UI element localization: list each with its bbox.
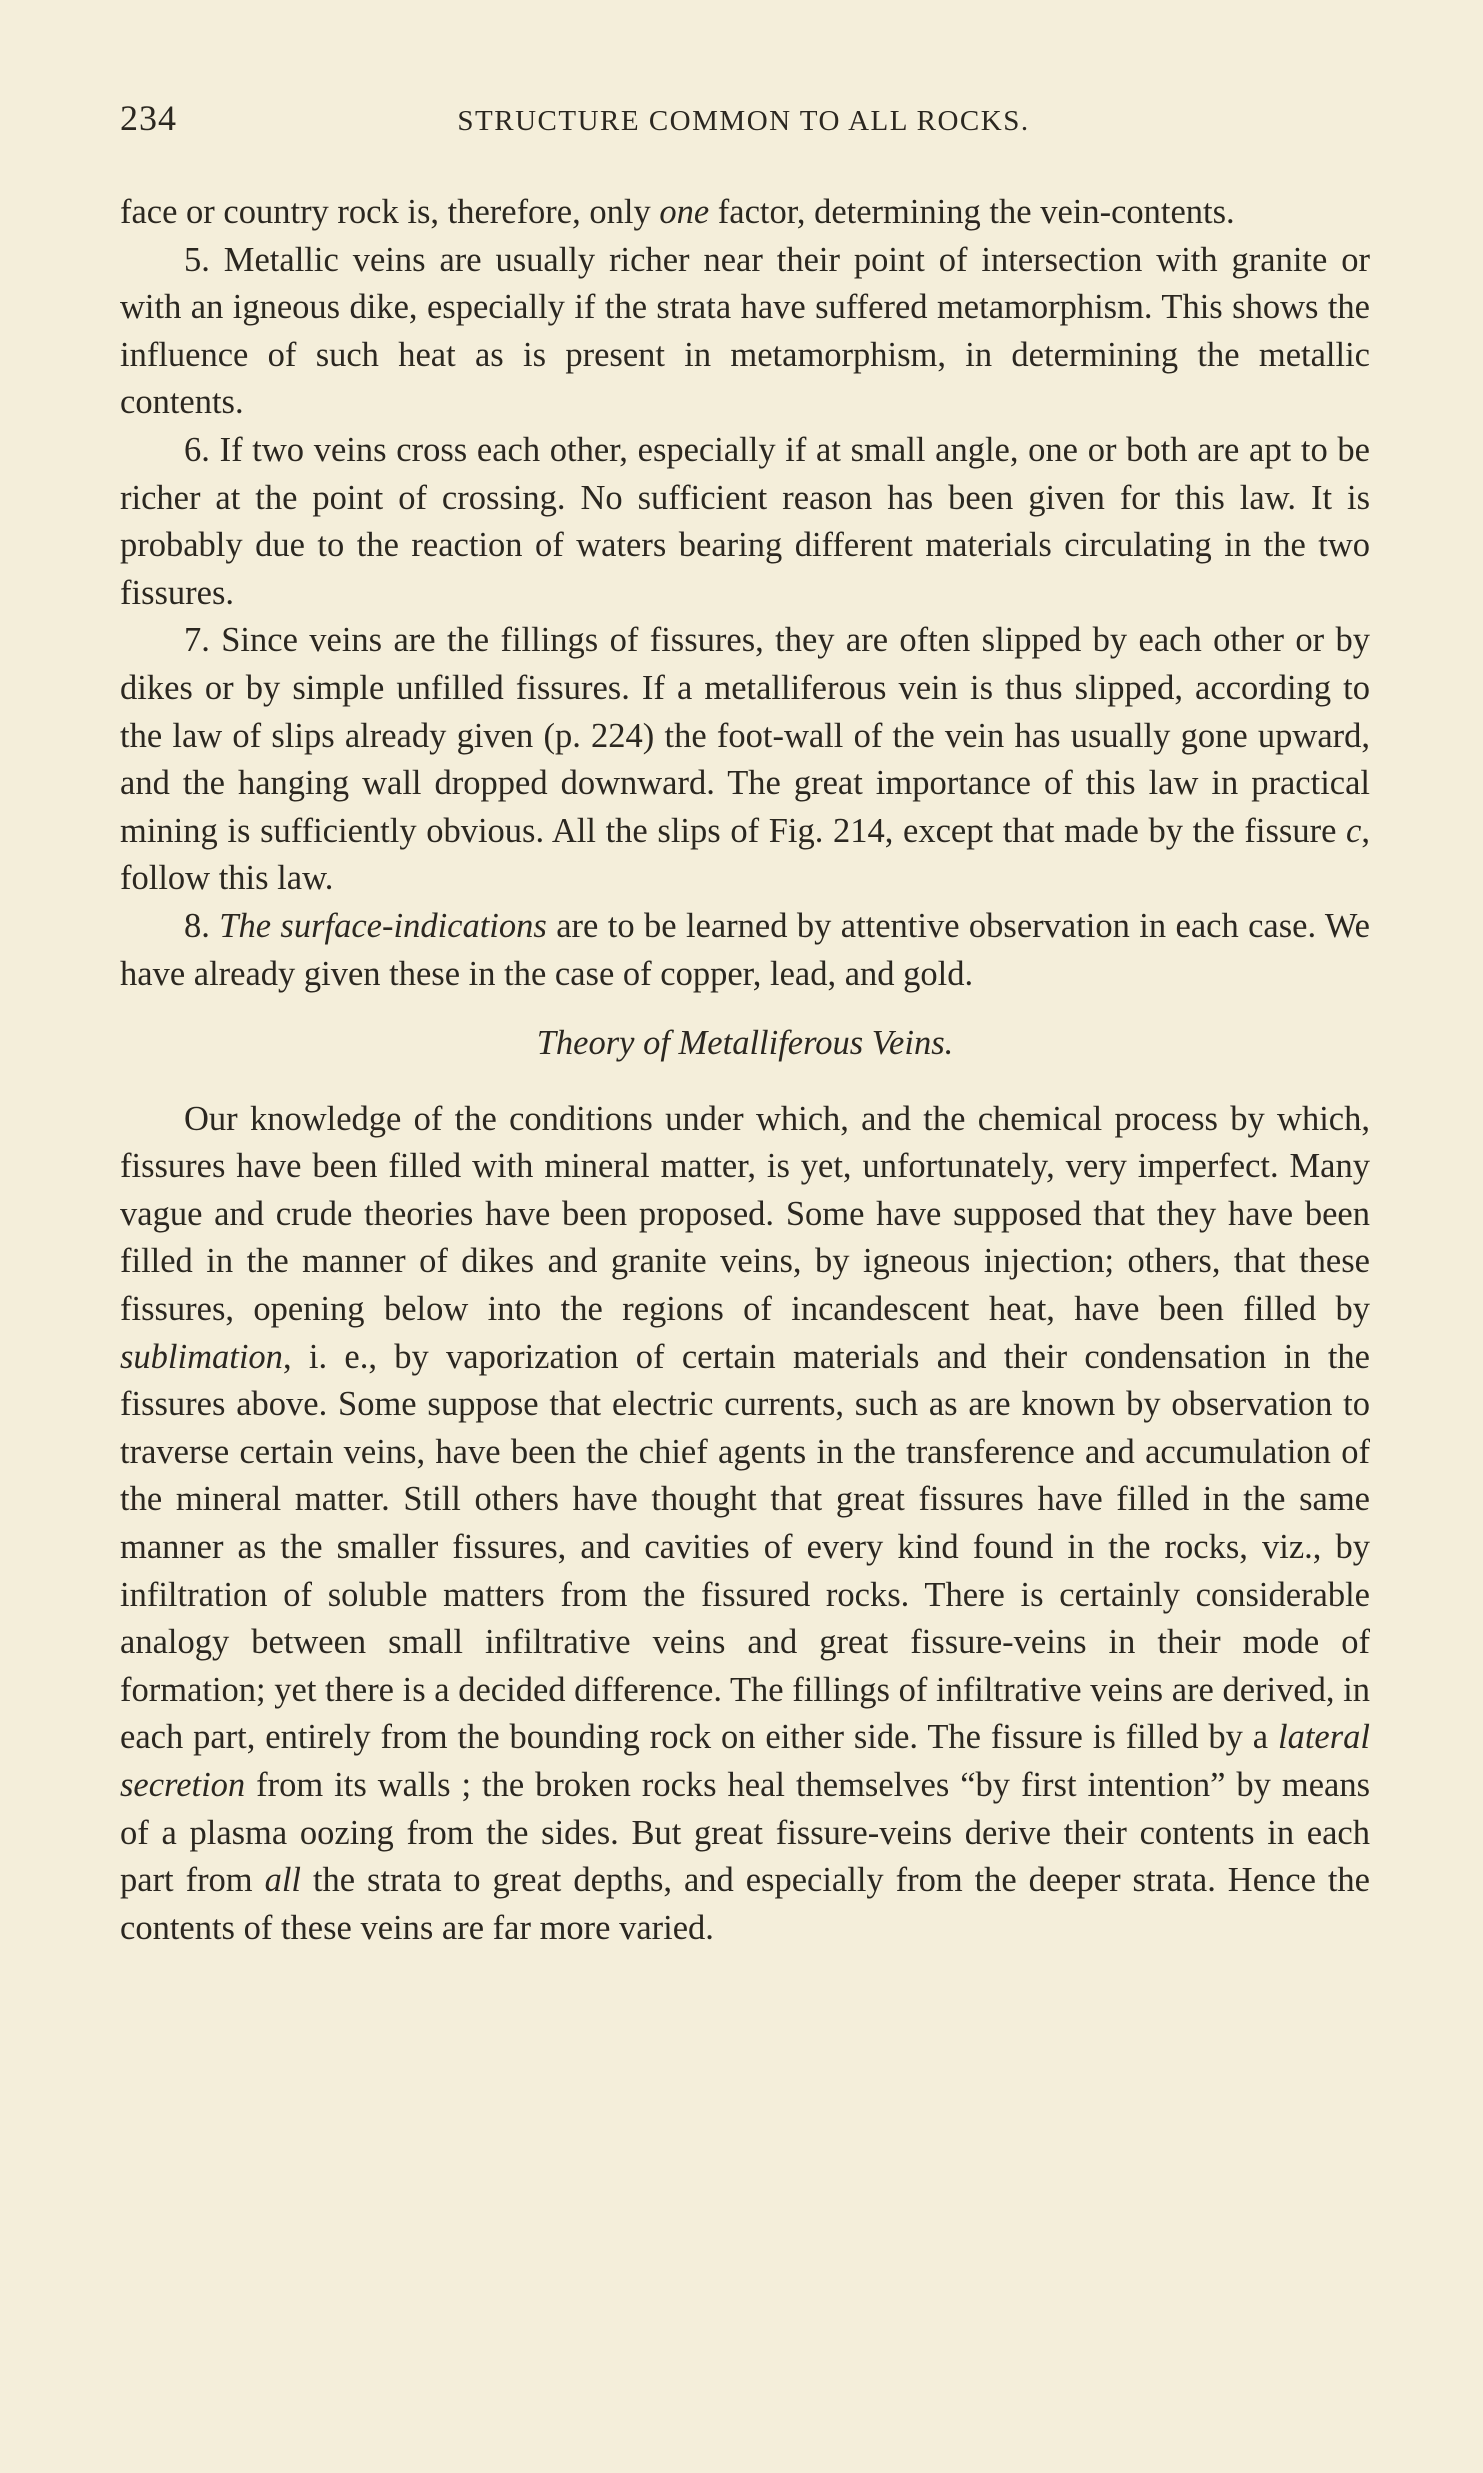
emphasis-text: c bbox=[1346, 811, 1362, 850]
text-run: the strata to great depths, and especially from the deeper strata. Hence the contents of these veins are far more varied. bbox=[120, 1861, 1370, 1947]
text-run: 8. bbox=[184, 906, 220, 945]
text-run: face or country rock is, therefore, only bbox=[120, 193, 660, 231]
section-body-paragraph bbox=[120, 1096, 1370, 1953]
page-number: 234 bbox=[120, 98, 177, 138]
paragraph-8 bbox=[120, 903, 1370, 998]
page-header bbox=[120, 95, 1370, 145]
emphasis-text: sublimation bbox=[120, 1337, 283, 1376]
text-run: factor, determining the vein-contents. bbox=[709, 193, 1235, 231]
emphasis-text: all bbox=[264, 1861, 301, 1900]
paragraph-continued bbox=[120, 189, 1370, 237]
section-heading: Theory of Metalliferous Veins. bbox=[536, 1024, 954, 1063]
text-run: Our knowledge of the conditions under which, and the chemical process by which, fissures have been filled with mineral matter, is yet, unfortunately, very imperfect. Many vague and crude theories have been proposed. Some have supposed that they have been filled in the manner of dikes and granite veins, by igneous injection; others, that these fissures, opening below into the regions of incandescent heat, have been filled by bbox=[120, 1099, 1370, 1329]
emphasis-text: The surface-indications bbox=[219, 906, 547, 945]
text-run: , i. e., by vaporization of certain materials and their condensation in the fissures above. Some suppose that electric currents, such as are known by observation to traverse certain veins, have been the chief agents in the transference and accumulation of the mineral matter. Still others have thought that great fissures have filled in the same manner as the smaller fissures, and cavities of every kind found in the rocks, viz., by infiltration of soluble matters from the fissured rocks. There is certainly considerable analogy between small infiltrative veins and great fissure-veins in their mode of formation; yet there is a decided difference. The fillings of infiltrative veins are derived, in each part, entirely from the bounding rock on either side. The fissure is filled by a bbox=[120, 1337, 1370, 1757]
emphasis-text: one bbox=[659, 193, 710, 231]
paragraph-7 bbox=[120, 617, 1370, 903]
text-run: , follow this law. bbox=[120, 811, 1370, 898]
text-run: from its walls ; the broken rocks heal themselves “by first intention” by means of a plasma oozing from the sides. But great fissure-veins derive their contents in each part from bbox=[120, 1766, 1370, 1900]
text-run: 7. Since veins are the fillings of fissures, they are often slipped by each other or by dikes or by simple unfilled fissures. If a metalliferous vein is thus slipped, according to the law of slips already given (p. 224) the foot-wall of the vein has usually gone upward, and the hanging wall dropped downward. The great importance of this law in practical mining is sufficiently obvious. All the slips of Fig. 214, except that made by the fissure bbox=[120, 621, 1370, 850]
paragraph-5: 5. Metallic veins are usually richer near their point of intersection with granite or with an igneous dike, especially if the strata have suffered metamorphism. This shows the influence of such heat as is present in metamorphism, in determining the metallic contents. bbox=[120, 240, 1370, 422]
paragraph-6: 6. If two veins cross each other, especially if at small angle, one or both are apt to be richer at the point of crossing. No sufficient reason has been given for this law. It is probably due to the reaction of waters bearing different materials circulating in the two fissures. bbox=[120, 430, 1370, 612]
book-page bbox=[120, 95, 1370, 1952]
running-head: STRUCTURE COMMON TO ALL ROCKS. bbox=[457, 105, 1030, 137]
emphasis-text: lateral secretion bbox=[120, 1718, 1370, 1804]
text-run: are to be learned by attentive observation in each case. We have already given these in the case of copper, lead, and gold. bbox=[120, 906, 1370, 993]
